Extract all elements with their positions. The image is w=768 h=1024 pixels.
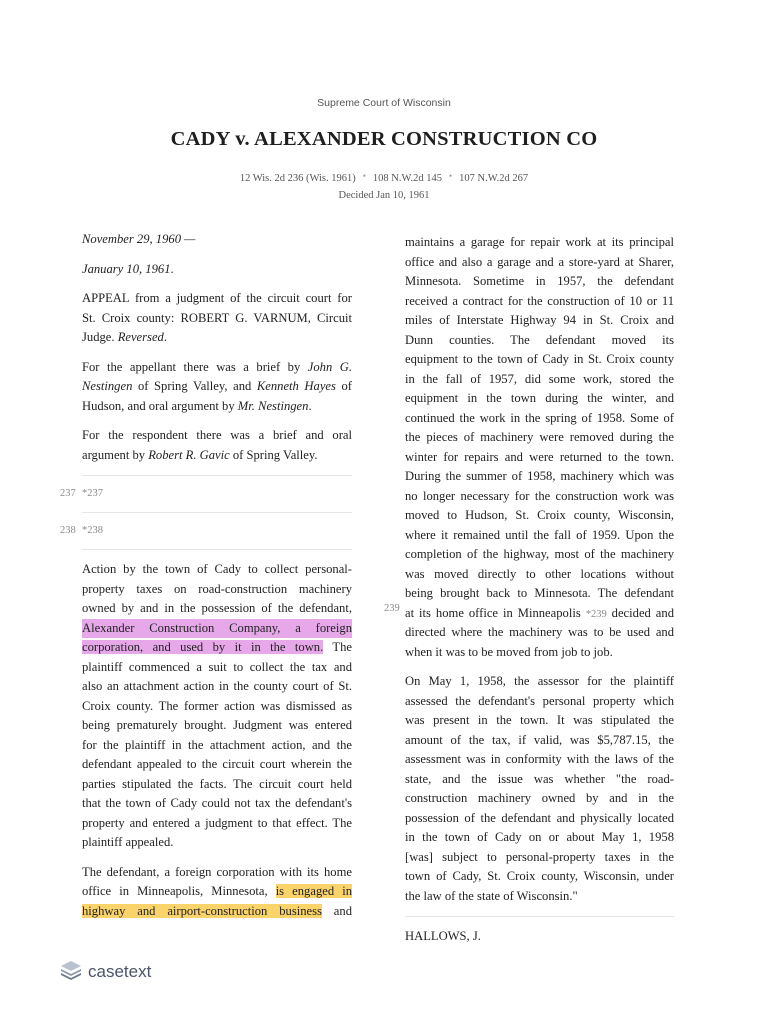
- text-line: office and also a garage and a store-yard at Sharer,: [405, 254, 674, 269]
- appellant-paragraph: [82, 358, 352, 417]
- text-line: owned by and in the possession of the defendant,: [82, 601, 352, 615]
- citation-1[interactable]: 12 Wis. 2d 236 (Wis. 1961): [239, 173, 356, 184]
- page-number[interactable]: 238: [60, 525, 76, 536]
- text-line: assessed the defendant's personal property which: [405, 693, 674, 708]
- decision-date-text: January 10, 1961: [82, 261, 171, 276]
- text-line: that the town of Cady could not tax the defendant's: [82, 796, 352, 810]
- text-line: APPEAL from a judgment of the circuit court for: [82, 291, 352, 305]
- text-line: in the town of Cady on or about May 1, 1958: [405, 830, 674, 844]
- text-line: [405, 604, 674, 624]
- attorney-name: Mr. Nestingen: [237, 398, 309, 413]
- text-line: moved to Hudson, St. Croix county, Wisconsin,: [405, 508, 674, 522]
- text-line: in the fall of 1957, did some work, stored the: [405, 371, 674, 386]
- text-line: [82, 446, 352, 466]
- text-line: received a contract for the construction of 10 or 11: [405, 293, 674, 308]
- text-span: .: [308, 398, 312, 413]
- text-line: For the respondent there was a brief and oral: [82, 428, 352, 442]
- separator-dot: •: [448, 171, 453, 181]
- text-line: state, and the issue was whether "the road-: [405, 771, 674, 786]
- text-line: the law of the state of Wisconsin.": [405, 888, 578, 903]
- text-line: possession of the defendant and physically located: [405, 810, 674, 825]
- defendant-paragraph: [82, 863, 352, 922]
- text-line: Dunn counties. The defendant moved its: [405, 332, 674, 347]
- text-line: [was] subject to personal-property taxes in the: [405, 849, 674, 864]
- text-line: [82, 902, 352, 922]
- text-line: construction machinery owned by and in the: [405, 791, 674, 805]
- decided-date: Decided Jan 10, 1961: [338, 190, 430, 201]
- text-line: St. Croix county: ROBERT G. VARNUM, Circuit: [82, 310, 352, 325]
- argued-date-text: November 29, 1960 —: [82, 232, 196, 246]
- attorney-name: Robert R. Gavic: [148, 447, 230, 462]
- text-line: was moved directly to other locations without: [405, 566, 674, 581]
- text-span: office in Minneapolis, Minnesota,: [82, 884, 276, 898]
- text-line: continued the work in the spring of 1958. Some of: [405, 410, 674, 425]
- text-line: completion of the highway, most of the machinery: [405, 547, 674, 561]
- text-span: Hudson, and oral argument by: [82, 398, 238, 413]
- text-line: miles of Interstate Highway 94 in St. Croix and: [405, 313, 674, 327]
- text-line: no longer necessary for the construction work was: [405, 488, 674, 503]
- argued-date: [82, 230, 352, 250]
- respondent-paragraph: [82, 426, 352, 465]
- text-line: property taxes on road-construction machinery: [82, 581, 352, 596]
- divider: [82, 549, 352, 550]
- text-span: For the appellant there was a brief by: [82, 359, 308, 374]
- text-span: .: [163, 330, 167, 344]
- right-column: [405, 233, 674, 947]
- star-page: *239: [585, 608, 607, 620]
- attorney-name: Nestingen: [82, 379, 133, 393]
- text-line: Action by the town of Cady to collect personal-: [82, 562, 352, 576]
- text-span: Judge.: [82, 330, 118, 344]
- case-title: CADY v. ALEXANDER CONSTRUCTION CO: [170, 128, 598, 150]
- court-name: Supreme Court of Wisconsin: [317, 97, 451, 109]
- divider: [405, 916, 674, 917]
- separator-dot: •: [362, 171, 366, 181]
- page-marker-237: [60, 484, 352, 504]
- action-paragraph: [82, 560, 352, 853]
- text-span: of Spring Valley.: [229, 447, 318, 462]
- text-line: [82, 377, 352, 397]
- text-span: of Spring Valley, and: [132, 379, 257, 393]
- casetext-logo-icon: [60, 960, 82, 985]
- text-line: On May 1, 1958, the assessor for the plaintiff: [405, 674, 674, 688]
- page-number[interactable]: 237: [60, 488, 76, 499]
- text-line: [82, 397, 352, 417]
- disposition: Reversed: [117, 330, 164, 344]
- attorney-name: Kenneth Hayes: [256, 379, 336, 393]
- text-span: at its home office in Minneapolis: [405, 605, 586, 620]
- text-line: directed where the machinery was to be used and: [405, 625, 674, 639]
- text-line: winter for repairs and were returned to the town.: [405, 449, 674, 464]
- text-line: [82, 328, 352, 348]
- text-line: [82, 882, 352, 902]
- casetext-logo-text: casetext: [88, 962, 152, 981]
- text-line: was present in the town. It was stipulated the: [405, 713, 674, 727]
- left-column: [60, 230, 352, 931]
- citation-3[interactable]: 107 N.W.2d 267: [459, 173, 529, 184]
- opinion-author: HALLOWS, J.: [405, 929, 481, 943]
- text-line: defendant appealed to the circuit court wherein the: [82, 757, 352, 771]
- text-line: where it remained until the fall of 1959. Upon the: [405, 527, 674, 542]
- highlighted-text[interactable]: is engaged in: [275, 884, 352, 898]
- appeal-paragraph: [82, 289, 352, 348]
- divider: [82, 512, 352, 513]
- attorney-name: John G.: [307, 359, 352, 374]
- decision-date-period: .: [170, 261, 174, 276]
- text-line: The defendant, a foreign corporation with its home: [82, 864, 352, 879]
- text-line: amount of the tax, if valid, was $5,787.15, the: [405, 732, 674, 747]
- assessment-paragraph: [405, 672, 674, 906]
- text-span: The: [323, 640, 352, 654]
- text-line: [82, 358, 352, 378]
- text-span: of: [335, 379, 352, 393]
- highlighted-text[interactable]: corporation, and used by it in the town.: [82, 640, 324, 654]
- citation-2[interactable]: 108 N.W.2d 145: [372, 173, 442, 184]
- text-line: During the summer of 1958, machinery which was: [405, 469, 674, 483]
- text-line: being prematurely brought. Judgment was entered: [82, 718, 352, 732]
- decision-date: [82, 260, 352, 280]
- page-number-239[interactable]: 239: [384, 603, 400, 614]
- citations: [0, 173, 768, 184]
- text-line: when it was to be moved from job to job.: [405, 644, 613, 659]
- text-span: decided and: [606, 605, 674, 620]
- text-line: the pieces of machinery were removed during the: [405, 430, 674, 444]
- text-line: also an attachment action in the county court of St.: [82, 679, 352, 693]
- star-page: *238: [82, 525, 103, 536]
- star-page: *237: [82, 488, 103, 499]
- highlighted-text[interactable]: Alexander Construction Company, a foreign: [82, 619, 352, 639]
- text-line: for the plaintiff in the attachment action, and the: [82, 737, 352, 752]
- text-line: town of Cady, St. Croix county, Wisconsin, under: [405, 869, 674, 883]
- text-line: equipment in the town during the winter, and: [405, 391, 674, 405]
- page-marker-238: [60, 521, 352, 541]
- text-line: parties stipulated the facts. The circuit court held: [82, 776, 352, 791]
- text-line: plaintiff commenced a suit to collect the tax and: [82, 659, 352, 674]
- text-line: property and entered a judgment to that effect. The: [82, 815, 352, 830]
- text-line: being brought back to Minnesota. The defendant: [405, 586, 674, 600]
- highlighted-text[interactable]: highway and airport-construction business: [82, 903, 322, 918]
- casetext-logo[interactable]: [60, 960, 151, 984]
- text-span: and: [321, 903, 352, 918]
- text-line: Croix county. The former action was dismissed as: [82, 698, 352, 713]
- text-line: maintains a garage for repair work at its principal: [405, 235, 674, 249]
- text-line: assessment was in conformity with the laws of the: [405, 752, 674, 766]
- text-line: equipment to the town of Cady in St. Croix county: [405, 352, 674, 366]
- text-line: Minnesota. Sometime in 1957, the defendant: [405, 274, 674, 288]
- machinery-paragraph: [405, 233, 674, 662]
- divider: [82, 475, 352, 476]
- text-span: argument by: [82, 447, 149, 462]
- text-line: [82, 638, 352, 658]
- text-line: plaintiff appealed.: [82, 835, 174, 849]
